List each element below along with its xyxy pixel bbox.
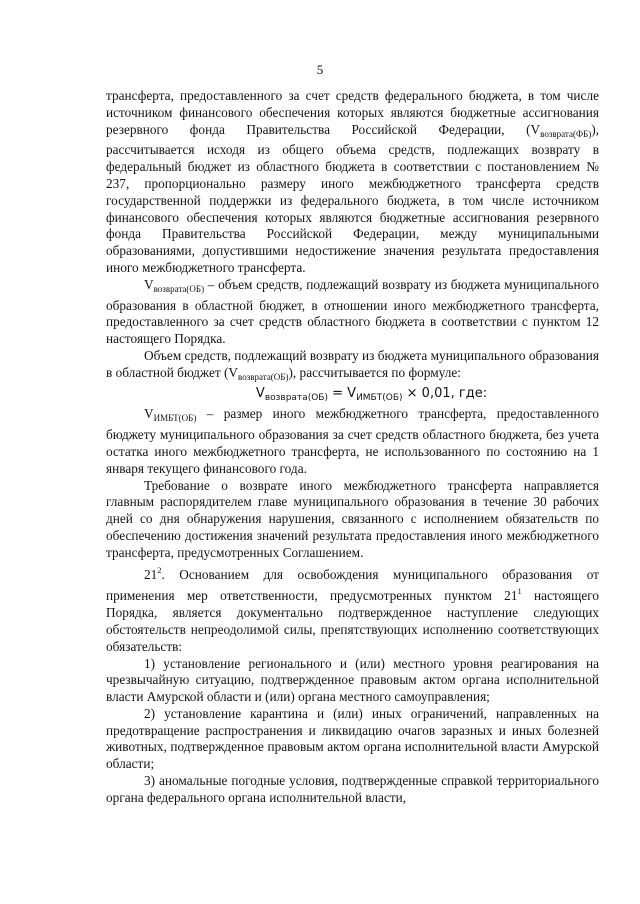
paragraph-imbt-definition: $V_{ИМБТ(ОБ)}$ – размер иного межбюджетного трансферта, предоставленного бюджету муниципального образования за счет средств областного бюджета, без учета остатка иного межбюджетного трансферта, не использованного по состоянию на 1 января текущего финансового года. bbox=[106, 406, 599, 476]
subscript: возврата(ОБ) bbox=[264, 392, 328, 403]
subscript: возврата(ОБ) bbox=[153, 283, 205, 294]
subscript: возврата(ОБ) bbox=[238, 371, 289, 382]
subscript: ИМБТ(ОБ) bbox=[153, 413, 197, 424]
subscript: возврата(ФБ) bbox=[540, 128, 592, 139]
superscript: 1 bbox=[517, 586, 522, 597]
paragraph-formula-intro: Объем средств, подлежащий возврату из бюджета муниципального образования в областной бюджет $(V_{возврата(ОБ)})$, рассчитывается по формуле: bbox=[106, 347, 599, 382]
subscript: ИМБТ(ОБ) bbox=[356, 392, 403, 403]
superscript: 2 bbox=[157, 564, 162, 575]
page-number: 5 bbox=[316, 62, 324, 77]
document-body bbox=[106, 88, 599, 807]
formula: $V_{возврата(ОБ)} = V_{ИМБТ(ОБ)} \times 0,01$, где: bbox=[255, 385, 488, 403]
list-item: 1) установление регионального и (или) местного уровня реагирования на чрезвычайную ситуацию, подтвержденное правовым актом органа исполнительной власти Амурской области и (или) органа местного самоуправления; bbox=[106, 655, 599, 705]
list-item: 2) установление карантина и (или) иных ограничений, направленных на предотвращение распространения и ликвидацию очагов заразных и иных болезней животных, подтвержденное правовым актом органа исполнительной власти Амурской области; bbox=[106, 705, 599, 772]
paragraph-return-requirement: Требование о возврате иного межбюджетного трансферта направляется главным распорядителем главе муниципального образования в течение 30 рабочих дней со дня обнаружения нарушения, связанного с исполнением обязательств по обеспечению достижения значений результата предоставления иного межбюджетного трансферта, предусмотренных Соглашением. bbox=[106, 477, 599, 560]
paragraph-21-2: $21^2$. Основанием для освобождения муниципального образования от применения мер ответственности, предусмотренных пунктом $21^1$ настоящего Порядка, является документально подтвержденное наступление следующих обстоятельств непреодолимой силы, препятствующих исполнению соответствующих обязательств: bbox=[106, 564, 599, 654]
paragraph-federal-return: трансферта, предоставленного за счет средств федерального бюджета, в том числе источником финансового обеспечения которых являются бюджетные ассигнования резервного фонда Правительства Российской Федерации, $(V_{возврата(ФБ)})$, рассчитывается исходя из общего объема средств, подлежащих возврату в федеральный бюджет из областного бюджета в соответствии с постановлением № 237, пропорционально размеру иного межбюджетного трансферта средств государственной поддержки из федерального бюджета, в том числе источником финансового обеспечения которых являются бюджетные ассигнования резервного фонда Правительства Российской Федерации, между муниципальными образованиями, допустившими недостижение значения результата предоставления иного межбюджетного трансферта. bbox=[106, 88, 599, 275]
paragraph-regional-return-definition: $V_{возврата(ОБ)}$ – объем средств, подлежащий возврату из бюджета муниципального образования в областной бюджет, в отношении иного межбюджетного трансферта, предоставленного за счет средств областного бюджета в соответствии с пунктом 12 настоящего Порядка. bbox=[106, 276, 599, 347]
list-item: 3) аномальные погодные условия, подтвержденные справкой территориального органа федерального органа исполнительной власти, bbox=[106, 773, 599, 805]
